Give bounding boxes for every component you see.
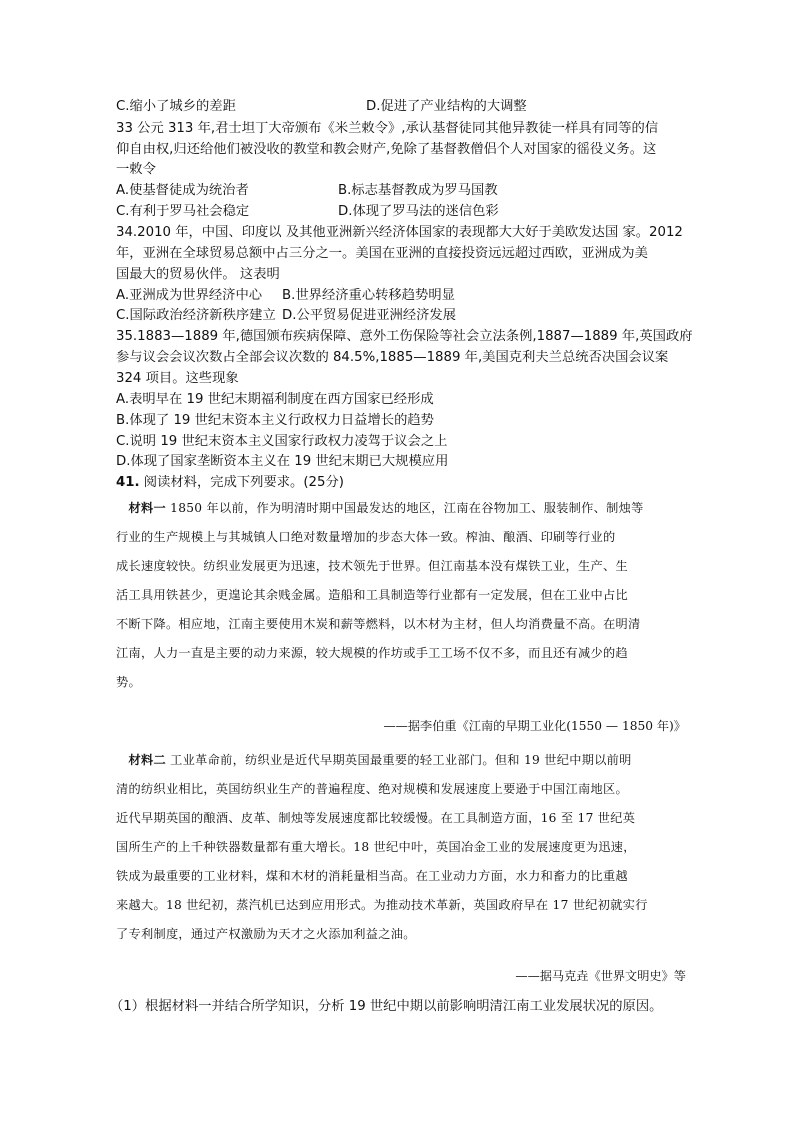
material-1-line-6: 江南，人力一直是主要的动力来源，较大规模的作坊或手工工场不仅不多，而且还有减少的趋	[116, 646, 628, 660]
material-2-source: ——据马克垚《世界文明史》等	[515, 969, 686, 983]
q34-options-ab	[116, 286, 455, 306]
q34-option-b: B.世界经济重心转移趋势明显	[282, 288, 455, 303]
q33-option-d: D.体现了罗马法的迷信色彩	[338, 204, 499, 219]
q41-heading-text: 阅读材料，完成下列要求。(25分)	[139, 475, 344, 490]
material-2-line-4: 国所生产的上千种铁器数量都有重大增长。18 世纪中叶，英国冶金工业的发展速度更为迅速，	[116, 840, 636, 854]
material-2-line-7: 了专利制度，通过产权激励为天才之火添加利益之油。	[116, 927, 416, 941]
q33-stem-line-2: 仰自由权,归还给他们被没收的教堂和教会财产,免除了基督教僧侣个人对国家的徭役义务。这	[116, 142, 657, 157]
material-1	[116, 494, 682, 697]
material-1-line-5: 不断下降。相应地，江南主要使用木炭和薪等燃料，以木材为主材，但人均消费量不高。在明清	[116, 617, 641, 631]
q34-option-c: C.国际政治经济新秩序建立	[116, 308, 276, 323]
q35-stem-line-2: 参与议会会议次数占全部会议次数的 84.5%,1885—1889 年,美国克利夫兰总统否决国会议案	[116, 350, 669, 365]
material-2-line-1: 材料二 工业革命前，纺织业是近代早期英国最重要的轻工业部门。但和 19 世纪中期以前明	[128, 753, 632, 767]
q35-option-a: A.表明早在 19 世纪末期福利制度在西方国家已经形成	[116, 392, 434, 407]
q33-stem-line-1: 33 公元 313 年,君士坦丁大帝颁布《米兰敕令》,承认基督徒同其他异教徒一样具有同等的信	[116, 121, 659, 136]
q32-options-cd	[116, 97, 527, 117]
q32-option-d: D.促进了产业结构的大调整	[366, 99, 527, 114]
material-1-source: ——据李伯重《江南的早期工业化(1550 — 1850 年)》	[383, 719, 686, 733]
material-2	[116, 746, 682, 949]
material-1-line-3: 成长速度较快。纺织业发展更为迅速，技术领先于世界。但江南基本没有煤铁工业，生产、生	[116, 559, 628, 573]
material-1-line-2: 行业的生产规模上与其城镇人口绝对数量增加的步态大体一致。榨油、酿酒、印刷等行业的	[116, 530, 616, 544]
material-1-line-7: 势。	[116, 675, 141, 689]
q34-option-d: D.公平贸易促进亚洲经济发展	[282, 308, 457, 323]
q34-stem-line-2: 年，亚洲在全球贸易总额中占三分之一。美国在亚洲的直接投资远远超过西欧，亚洲成为美	[116, 246, 648, 261]
material-1-line-4: 活工具用铁甚少，更遑论其余贱金属。造船和工具制造等行业都有一定发展，但在工业中占比	[116, 588, 628, 602]
q35-stem-line-1: 35.1883—1889 年,德国颁布疾病保障、意外工伤保险等社会立法条例,1887—1889 年,英国政府	[116, 329, 693, 344]
q34-options-cd	[116, 306, 456, 326]
material-1-label: 材料一	[128, 501, 166, 515]
material-2-line-6: 来越大。18 世纪初，蒸汽机已达到应用形式。为推动技术革新，英国政府早在 17 世纪初就实行	[116, 898, 648, 912]
q41-number: 41.	[116, 475, 140, 490]
q35-option-d: D.体现了国家垄断资本主义在 19 世纪末期已大规模应用	[116, 454, 449, 469]
q33-option-c: C.有利于罗马社会稳定	[116, 204, 250, 219]
material-2-line-3: 近代早期英国的酿酒、皮革、制烛等发展速度都比较缓慢。在工具制造方面，16 至 17 世纪英	[116, 811, 636, 825]
q35-stem-line-3: 324 项目。这些现象	[116, 371, 239, 386]
q33-options-ab	[116, 181, 498, 201]
material-2-line-5: 铁成为最重要的工业材料，煤和木材的消耗量相当高。在工业动力方面，水力和畜力的比重越	[116, 869, 628, 883]
q33-option-a: A.使基督徒成为统治者	[116, 183, 249, 198]
material-1-line-1: 材料一 1850 年以前，作为明清时期中国最发达的地区，江南在谷物加工、服装制作、制烛等	[128, 501, 644, 515]
q33-stem-line-3: 一敕令	[116, 162, 156, 177]
q41-heading	[116, 473, 344, 493]
q35-option-b: B.体现了 19 世纪末资本主义行政权力日益增长的趋势	[116, 413, 434, 428]
q34-stem-line-1: 34.2010 年，中国、印度以 及其他亚洲新兴经济体国家的表现都大大好于美欧发达国 家。2012	[116, 225, 683, 240]
q41-subquestion-1: （1）根据材料一并结合所学知识，分析 19 世纪中期以前影响明清江南工业发展状况的原因。	[110, 999, 663, 1014]
q33-options-cd	[116, 202, 499, 222]
q32-option-c: C.缩小了城乡的差距	[116, 99, 236, 114]
q34-option-a: A.亚洲成为世界经济中心	[116, 288, 263, 303]
q34-stem-line-3: 国最大的贸易伙伴。 这表明	[116, 267, 280, 282]
q35-option-c: C.说明 19 世纪末资本主义国家行政权力凌驾于议会之上	[116, 434, 448, 449]
q33-option-b: B.标志基督教成为罗马国教	[338, 183, 498, 198]
material-2-line-2: 清的纺织业相比，英国纺织业生产的普遍程度、绝对规模和发展速度上要逊于中国江南地区。	[116, 782, 628, 796]
material-2-label: 材料二	[128, 753, 166, 767]
